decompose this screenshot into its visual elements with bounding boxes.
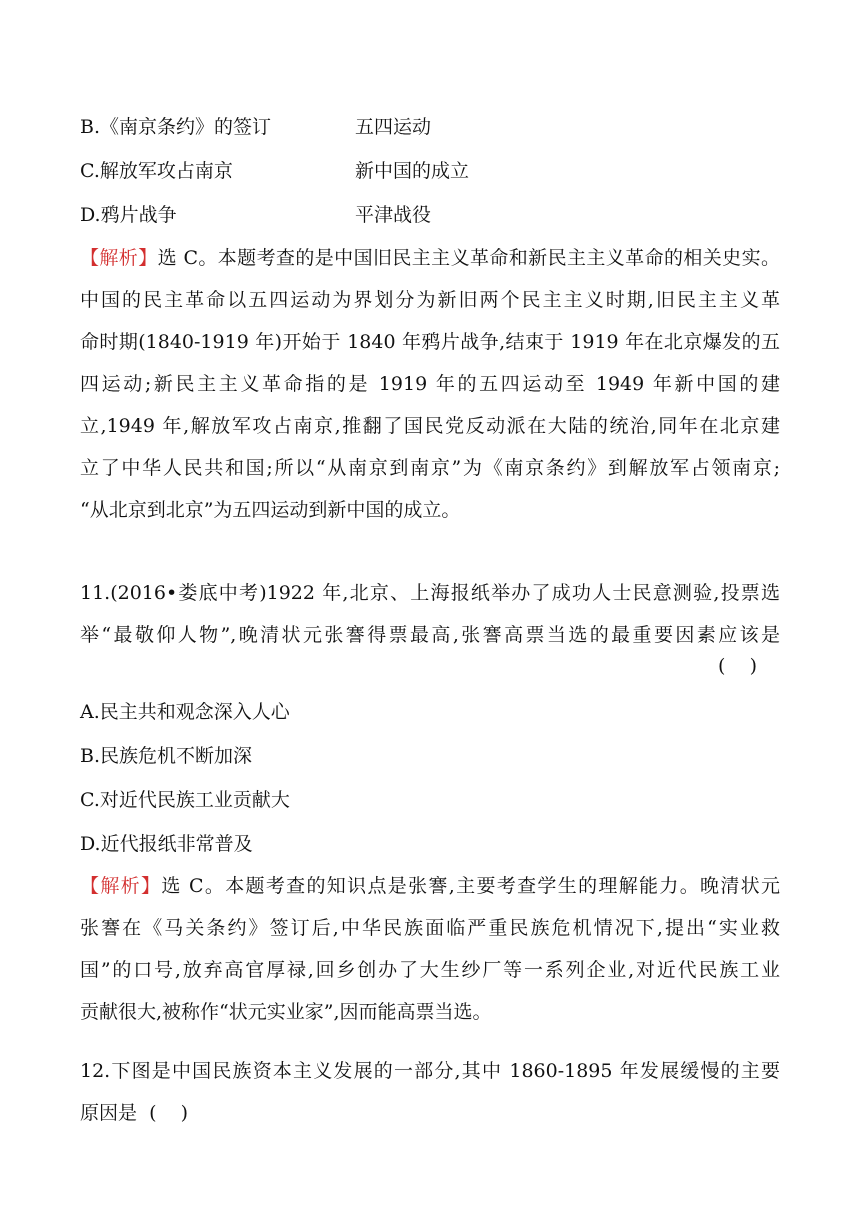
q11-analysis-line-3: 国”的口号,放弃高官厚禄,回乡创办了大生纱厂等一系列企业,对近代民族工业 [80,959,780,981]
q10-analysis [80,237,780,531]
q11-option-b: B.民族危机不断加深 [80,745,253,767]
q12-stem-line-1: 12.下图是中国民族资本主义发展的一部分,其中 1860-1895 年发展缓慢的主要 [80,1060,780,1082]
q11-answer-bracket: ( ) [718,655,757,677]
q11-analysis-line-1: 【解析】选 C。本题考查的知识点是张謇,主要考查学生的理解能力。晚清状元 [80,875,780,897]
analysis-tag: 【解析】 [80,875,162,897]
q10-option-d-left: D.鸦片战争 [80,204,177,226]
q10-option-b [80,114,432,140]
q11-option-d: D.近代报纸非常普及 [80,833,253,855]
q10-option-d [80,202,432,228]
q10-analysis-line-1: 【解析】选 C。本题考查的是中国旧民主主义革命和新民主主义革命的相关史实。 [80,247,780,269]
q10-analysis-line-2: 中国的民主革命以五四运动为界划分为新旧两个民主主义时期,旧民主主义革 [80,289,780,311]
q11-analysis-line-2: 张謇在《马关条约》签订后,中华民族面临严重民族危机情况下,提出“实业救 [80,917,780,939]
q10-option-c-left: C.解放军攻占南京 [80,160,233,182]
q11-analysis-line-4: 贡献很大,被称作“状元实业家”,因而能高票当选。 [80,1001,492,1023]
q11-analysis [80,865,780,1033]
q10-option-b-right: 五四运动 [355,116,432,138]
q11-stem-line-2: 举“最敬仰人物”,晚清状元张謇得票最高,张謇高票当选的最重要因素应该是 [80,624,780,646]
q10-option-d-right: 平津战役 [355,204,432,226]
q10-analysis-line-5: 立,1949 年,解放军攻占南京,推翻了国民党反动派在大陆的统治,同年在北京建 [80,415,780,437]
q11-option-c: C.对近代民族工业贡献大 [80,789,290,811]
q10-option-b-left: B.《南京条约》的签订 [80,116,272,138]
q11-stem [80,572,780,656]
q10-analysis-line-6: 立了中华人民共和国;所以“从南京到南京”为《南京条约》到解放军占领南京; [80,457,780,479]
q12-stem-line-2: 原因是 ( ) [80,1102,189,1124]
analysis-tag: 【解析】 [80,247,158,269]
q10-analysis-line-7: “从北京到北京”为五四运动到新中国的成立。 [80,499,461,521]
q10-option-c-right: 新中国的成立 [355,160,470,182]
q12-stem [80,1050,780,1134]
q10-analysis-line-4: 四运动;新民主主义革命指的是 1919 年的五四运动至 1949 年新中国的建 [80,373,780,395]
q10-option-c [80,158,470,184]
q10-analysis-line-3: 命时期(1840-1919 年)开始于 1840 年鸦片战争,结束于 1919 年在北京爆发的五 [80,331,780,353]
q11-option-a: A.民主共和观念深入人心 [80,701,290,723]
q11-stem-line-1: 11.(2016•娄底中考)1922 年,北京、上海报纸举办了成功人士民意测验,投票选 [80,582,780,604]
